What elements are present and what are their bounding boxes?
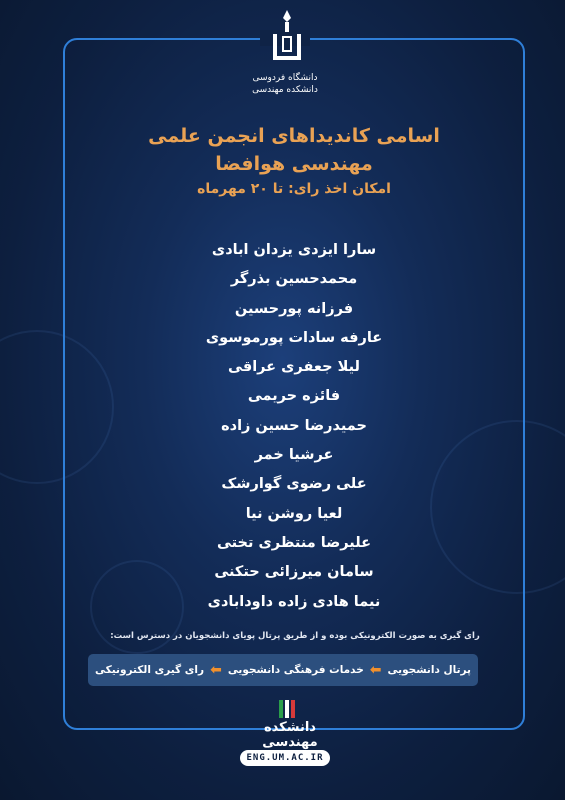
candidate-name: عرشیا خمر <box>254 447 334 464</box>
path-step-electronic-voting: رای گیری الکترونیکی <box>95 664 205 676</box>
candidate-name: نیما هادی زاده داودابادی <box>207 593 381 610</box>
candidate-name: سامان میرزائی حتکنی <box>214 564 374 581</box>
candidate-name: عارفه سادات پورموسوی <box>205 329 383 346</box>
candidate-list <box>63 236 525 617</box>
voting-note: رای گیری به صورت الکترونیکی بوده و از طریق پرتال پویای دانشجویان در دسترس است: <box>110 631 480 641</box>
candidate-name: لیلا جعفری عراقی <box>228 359 360 376</box>
website-url: ENG.UM.AC.IR <box>240 750 330 766</box>
portal-path <box>88 654 478 686</box>
faculty-logo-text: دانشکده مهندسی <box>262 720 318 750</box>
candidate-name: فائزه حریمی <box>247 388 341 405</box>
arrow-left-icon: ⬅ <box>210 662 222 678</box>
university-logo-text <box>240 72 330 96</box>
candidate-name: فرزانه پورحسین <box>234 300 354 317</box>
faculty-logo <box>240 698 340 750</box>
path-step-cultural-services: خدمات فرهنگی دانشجویی <box>227 664 364 676</box>
path-step-student-portal: پرتال دانشجویی <box>387 664 471 676</box>
candidate-name: حمیدرضا حسین زاده <box>221 417 367 434</box>
candidate-name: لعیا روشن نیا <box>245 505 343 522</box>
university-name: دانشگاه فردوسی <box>252 73 318 83</box>
page-subtitle: مهندسی هوافضا <box>215 153 373 175</box>
candidate-name: علی رضوی گوارشک <box>221 476 367 493</box>
title-block <box>63 122 525 200</box>
faculty-emblem-icon <box>277 698 303 720</box>
candidate-name: علیرضا منتظری تختی <box>216 534 372 551</box>
university-emblem-icon <box>269 8 305 64</box>
faculty-name: دانشکده مهندسی <box>252 85 318 95</box>
voting-deadline: امکان اخذ رای: تا ۲۰ مهرماه <box>197 181 391 197</box>
arrow-left-icon: ⬅ <box>369 662 382 678</box>
page-title: اسامی کاندیداهای انجمن علمی <box>148 125 440 147</box>
candidate-name: محمدحسین بذرگر <box>230 271 358 288</box>
candidate-name: سارا ایزدی یزدان ابادی <box>211 242 377 258</box>
